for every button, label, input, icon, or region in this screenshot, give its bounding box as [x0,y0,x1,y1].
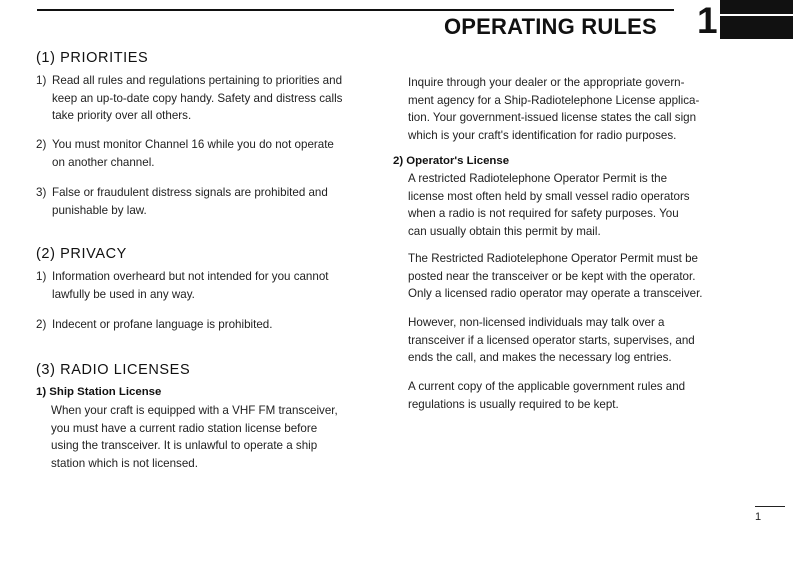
ship-station-subheading: 1) Ship Station License [36,386,162,398]
item-number: 2) [36,138,47,151]
item-number: 1) [36,270,47,283]
chapter-tab-divider [720,14,793,16]
privacy-item-2 [36,316,366,334]
privacy-item-1 [36,268,366,303]
priorities-item-2 [36,136,366,171]
item-text: Indecent or profane language is prohibited. [52,318,273,331]
item-text: You must monitor Channel 16 while you do not operate on another channel. [52,138,334,169]
priorities-item-3 [36,184,366,219]
chapter-number: 1 [697,0,718,41]
priorities-heading: (1) PRIORITIES [36,50,149,66]
item-text: Read all rules and regulations pertaining to priorities and keep an up-to-date copy handy. Safety and distress calls take priority over all others. [52,74,343,122]
item-number: 3) [36,186,47,199]
item-number: 2) [36,318,47,331]
licenses-heading: (3) RADIO LICENSES [36,362,191,378]
page-number: 1 [755,511,762,523]
item-number: 1) [36,74,47,87]
privacy-heading: (2) PRIVACY [36,246,127,262]
operators-license-paragraph-4: A current copy of the applicable government rules and regulations is usually required to be kept. [408,380,686,411]
operators-license-subheading: 2) Operator's License [393,155,510,167]
operators-license-paragraph-2: The Restricted Radiotelephone Operator Permit must be posted near the transceiver or be kept with the operator. Only a licensed radio operator may operate a transceiver. [408,252,703,300]
operators-license-paragraph-1: A restricted Radiotelephone Operator Permit is the license most often held by small vessel radio operators when a radio is not required for safety purposes. You can usually obtain this permit by mail. [408,172,690,238]
page-number-rule [755,506,785,507]
item-text: False or fraudulent distress signals are prohibited and punishable by law. [52,186,328,217]
chapter-title: OPERATING RULES [444,14,657,39]
priorities-item-1 [36,72,366,125]
header-rule [37,9,674,11]
item-text: Information overheard but not intended for you cannot lawfully be used in any way. [52,270,329,301]
ship-station-text: When your craft is equipped with a VHF FM transceiver, you must have a current radio station license before using the transceiver. It is unlawful to operate a ship station which is not licensed. [51,404,338,470]
chapter-tab-marker [720,0,793,39]
license-continuation-paragraph: Inquire through your dealer or the appropriate govern- ment agency for a Ship-Radiotelephone License applica- tion. Your government-issued license states the call sign which is your craft's identification for radio purposes. [408,76,700,142]
operators-license-paragraph-3: However, non-licensed individuals may talk over a transceiver if a licensed operator starts, supervises, and ends the call, and makes the necessary log entries. [408,316,695,364]
